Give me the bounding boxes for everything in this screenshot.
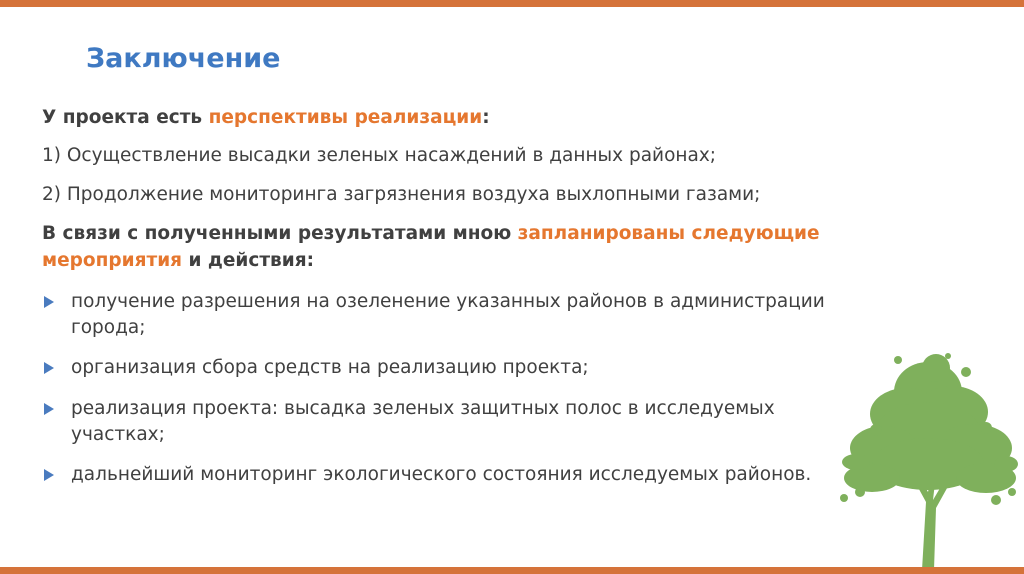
triangle-right-icon [44, 296, 54, 308]
plan-text-2: и действия: [182, 250, 314, 271]
bullet-text: организация сбора средств на реализацию проекта; [71, 357, 589, 378]
plan-highlight: запланированы следующие [517, 223, 820, 244]
top-accent-bar [0, 0, 1024, 7]
bottom-accent-bar [0, 567, 1024, 574]
bullet-text: дальнейший мониторинг экологического состояния исследуемых районов. [71, 464, 812, 485]
point-1: 1) Осуществление высадки зеленых насаждений в данных районах; [42, 145, 717, 166]
tree-icon [836, 352, 1020, 570]
intro-highlight: перспективы реализации [208, 107, 483, 128]
point-2: 2) Продолжение мониторинга загрязнения воздуха выхлопными газами; [42, 184, 761, 205]
bullet-item [42, 355, 862, 381]
plan-line-2 [42, 248, 314, 274]
bullet-item [42, 396, 862, 448]
plan-text: В связи с полученными результатами мною [42, 223, 518, 244]
triangle-right-icon [44, 469, 54, 481]
bullet-text: реализация проекта: высадка зеленых защитных полос в исследуемых участках; [71, 398, 775, 445]
plan-line-1 [42, 221, 820, 247]
slide-title: Заключение [86, 43, 281, 74]
bullet-text: получение разрешения на озеленение указанных районов в администрации города; [71, 291, 825, 338]
plan-highlight-2: мероприятия [42, 250, 183, 271]
triangle-right-icon [44, 403, 54, 415]
intro-text: У проекта есть [42, 107, 209, 128]
intro-line [42, 105, 490, 131]
triangle-right-icon [44, 362, 54, 374]
bullet-item [42, 289, 862, 341]
intro-colon: : [482, 107, 490, 128]
bullet-item [42, 462, 862, 488]
